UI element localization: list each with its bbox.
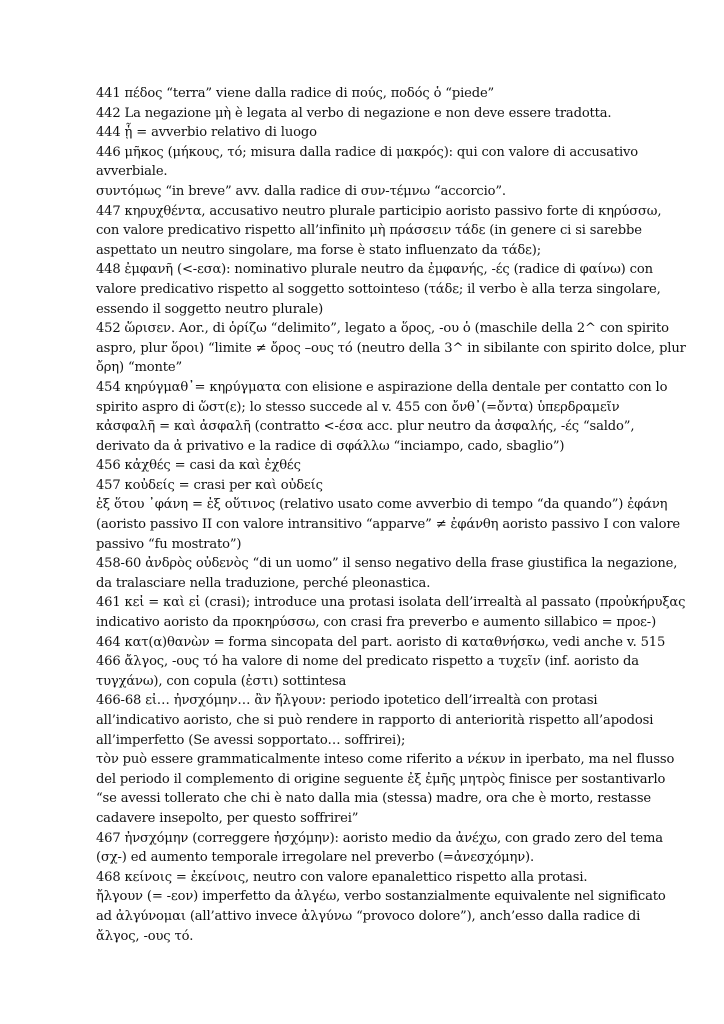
commentary-line: passivo “fu mostrato”) bbox=[96, 536, 242, 552]
commentary-line: ad ἀλγύνομαι (all’attivo invece ἀλγύνω “provoco dolore”), anch’esso dalla radice di bbox=[96, 908, 641, 924]
commentary-line: del periodo il complemento di origine seguente ἐξ ἐμῆς μητρὸς finisce per sostantivarlo bbox=[96, 771, 666, 787]
commentary-line: ἤλγουν (= -εον) imperfetto da ἀλγέω, verbo sostanzialmente equivalente nel significato bbox=[96, 889, 666, 905]
commentary-line: ὄρη) “monte” bbox=[96, 360, 183, 376]
commentary-line: derivato da ἀ privativo e la radice di σφάλλω “inciampo, cado, sbaglio”) bbox=[96, 438, 565, 454]
commentary-line: 456 κἀχθές = casi da καὶ ἐχθές bbox=[96, 458, 301, 474]
commentary-line: avverbiale. bbox=[96, 164, 168, 180]
commentary-line: 457 κοὐδείς = crasi per καὶ οὐδείς bbox=[96, 477, 323, 493]
commentary-line: 442 La negazione μὴ è legata al verbo di negazione e non deve essere tradotta. bbox=[96, 105, 612, 121]
commentary-line: aspro, plur ὅροι) “limite ≠ ὄρος –ους τό (neutro della 3^ in sibilante con spirito dolce, plur bbox=[96, 340, 686, 356]
commentary-line: 466-68 εἰ… ἠνσχόμην… ἂν ἤλγουν: periodo ipotetico dell’irrealtà con protasi bbox=[96, 693, 598, 709]
commentary-line: all’indicativo aoristo, che si può rendere in rapporto di anteriorità rispetto all’apodosi bbox=[96, 713, 654, 728]
commentary-line: all’imperfetto (Se avessi sopportato… soffrirei); bbox=[96, 732, 406, 748]
commentary-line: 466 ἄλγος, -ους τό ha valore di nome del predicato rispetto a τυχεῖν (inf. aoristo da bbox=[96, 654, 639, 670]
commentary-line: 447 κηρυχθέντα, accusativo neutro plurale participio aoristo passivo forte di κηρύσσω, bbox=[96, 203, 662, 219]
commentary-line: cadavere insepolto, per questo soffrirei” bbox=[96, 810, 359, 826]
commentary-line: con valore predicativo rispetto all’infinito μὴ πράσσειν τάδε (in genere ci si sarebbe bbox=[96, 223, 642, 239]
commentary-line: 452 ὥρισεν. Aor., di ὁρίζω “delimito”, legato a ὅρος, -ου ὁ (maschile della 2^ con spirito bbox=[96, 321, 669, 337]
commentary-line: 446 μῆκος (μήκους, τό; misura dalla radice di μακρός): qui con valore di accusativo bbox=[96, 144, 639, 160]
commentary-line: aspettato un neutro singolare, ma forse è stato influenzato da τάδε); bbox=[96, 242, 541, 258]
commentary-line: essendo il soggetto neutro plurale) bbox=[96, 301, 324, 317]
commentary-line: συντόμως “in breve” avv. dalla radice di συν-τέμνω “accorcio”. bbox=[96, 183, 506, 199]
commentary-line: κἀσφαλῆ = καὶ ἀσφαλῆ (contratto <-έσα acc. plur neutro da ἀσφαλής, -ές “saldo”, bbox=[96, 419, 635, 435]
commentary-line: indicativo aoristo da προκηρύσσω, con crasi fra preverbo e aumento sillabico = προε-) bbox=[96, 615, 657, 631]
commentary-line: τὸν può essere grammaticalmente inteso come riferito a νέκυν in iperbato, ma nel flusso bbox=[96, 752, 675, 768]
commentary-line: 467 ἠνσχόμην (correggere ἠσχόμην): aoristo medio da ἀνέχω, con grado zero del tema bbox=[96, 830, 663, 846]
commentary-line: 444 ᾗ = avverbio relativo di luogo bbox=[96, 125, 317, 141]
commentary-line: 468 κείνοις = ἐκείνοις, neutro con valore epanalettico rispetto alla protasi. bbox=[96, 869, 588, 885]
commentary-line: ἄλγος, -ους τό. bbox=[96, 928, 194, 944]
commentary-line: (aoristo passivo II con valore intransitivo “apparve” ≠ ἐφάνθη aoristo passivo I con valore bbox=[96, 517, 681, 533]
commentary-page bbox=[96, 84, 686, 946]
commentary-line: 464 κατ(α)θανὼν = forma sincopata del part. aoristo di καταθνήσκω, vedi anche v. 515 bbox=[96, 634, 666, 650]
commentary-line: 448 ἐμφανῆ (<-εσα): nominativo plurale neutro da ἐμφανής, -ές (radice di φαίνω) con bbox=[96, 262, 653, 278]
commentary-line: 441 πέδος “terra” viene dalla radice di πούς, ποδός ὁ “piede” bbox=[96, 86, 495, 101]
commentary-line: da tralasciare nella traduzione, perché pleonastica. bbox=[96, 575, 431, 591]
commentary-line: 461 κεἰ = καὶ εἰ (crasi); introduce una protasi isolata dell’irrealtà al passato (προὐκήρυξας bbox=[96, 595, 686, 611]
commentary-line: spirito aspro di ὥστ(ε); lo stesso succede al v. 455 con ὄνθ᾽(=ὄντα) ὑπερδραμεῖν bbox=[96, 399, 620, 415]
commentary-line: τυγχάνω), con copula (ἐστι) sottintesa bbox=[96, 673, 347, 689]
commentary-line: “se avessi tollerato che chi è nato dalla mia (stessa) madre, ora che è morto, restasse bbox=[96, 791, 652, 807]
commentary-line: valore predicativo rispetto al soggetto sottointeso (τάδε; il verbo è alla terza singolare, bbox=[96, 281, 661, 297]
commentary-line: ἐξ ὅτου ᾽φάνη = ἐξ οὕτινος (relativo usato come avverbio di tempo “da quando”) ἐφάνη bbox=[96, 497, 668, 513]
commentary-line: 454 κηρύγμαθ᾽= κηρύγματα con elisione e aspirazione della dentale per contatto con lo bbox=[96, 379, 668, 395]
commentary-line: 458-60 ἀνδρὸς οὐδενὸς “di un uomo” il senso negativo della frase giustifica la negazione, bbox=[96, 556, 678, 572]
commentary-line: (σχ-) ed aumento temporale irregolare nel preverbo (=ἀνεσχόμην). bbox=[96, 850, 535, 866]
